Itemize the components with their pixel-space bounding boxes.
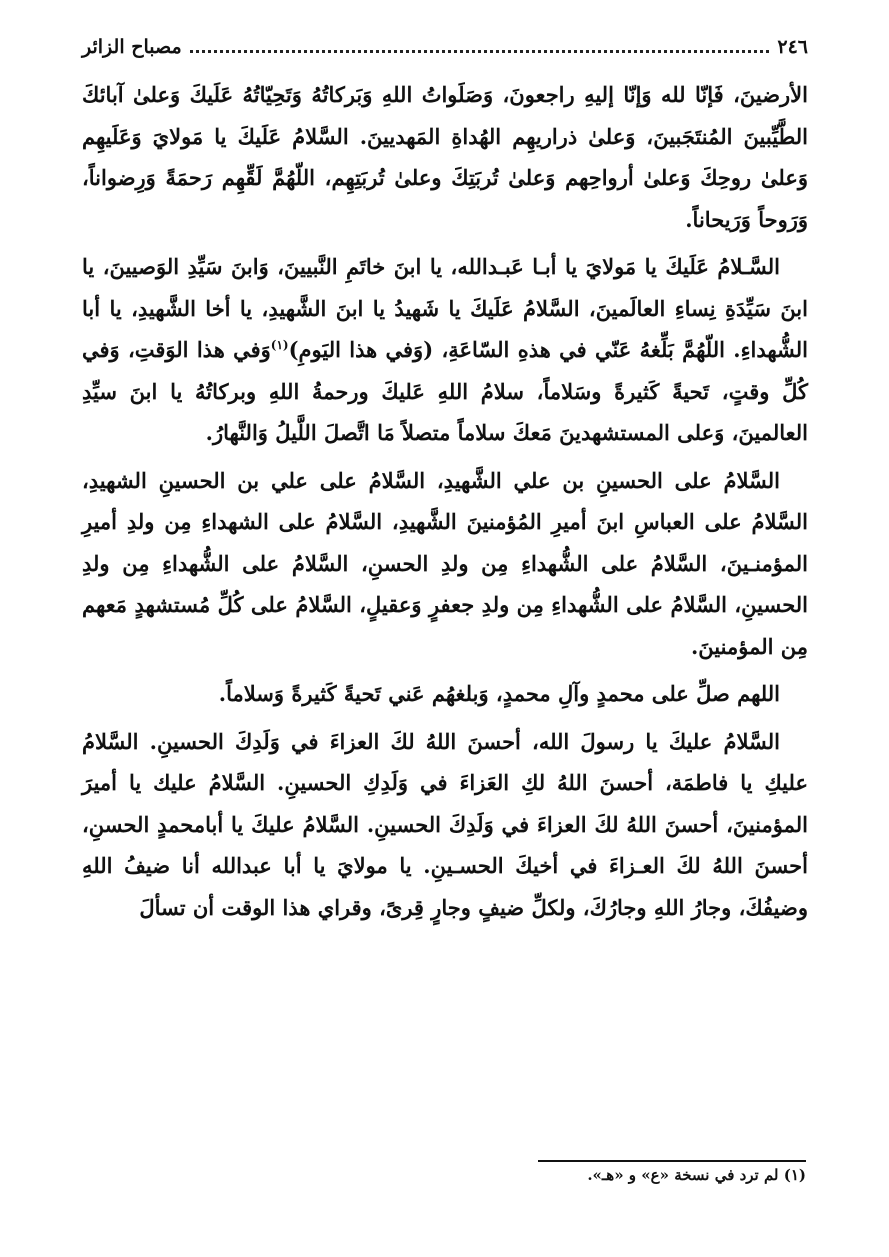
paragraph: السَّلامُ على الحسينِ بن علي الشَّهيدِ، السَّلامُ على علي بن الحسينِ الشهيدِ، السَّلامُ على العباسِ ابنَ أميرِ المُؤمنينَ الشَّهيدِ، السَّلامُ على الشهداءِ مِن ولدِ أميرِ المؤمنـينَ، السَّلامُ على الشُّهداءِ مِن ولدِ الحسنِ، السَّلامُ على الشُّهداءِ مِن ولدِ الحسينِ، السَّلامُ على الشُّهداءِ مِن ولدِ جعفرٍ وَعقيلٍ، السَّلامُ على كُلِّ مُستشهدٍ مَعهم مِن المؤمنينَ. bbox=[82, 467, 808, 659]
footnote-marker: (١) bbox=[270, 338, 289, 352]
page-number: ٢٤٦ bbox=[777, 36, 808, 58]
paragraph bbox=[82, 246, 808, 454]
paragraph: اللهم صلِّ على محمدٍ وآلِ محمدٍ، وَبلغهُم عَني تَحيةً كَثيرةً وَسلاماً. bbox=[218, 681, 780, 706]
paragraph: السَّلامُ عليكَ يا رسولَ الله، أحسنَ اللهُ لكَ العزاءَ في وَلَدِكَ الحسينِ. السَّلامُ عليكِ يا فاطمَة، أحسنَ اللهُ لكِ العَزاءَ في وَلَدِكِ الحسينِ. السَّلامُ عليك يا أميرَ المؤمنينَ، أحسنَ اللهُ لكَ العزاءَ في وَلَدِكَ الحسينِ. السَّلامُ عليكَ يا أبامحمدٍ الحسنِ، أحسنَ اللهُ لكَ العـزاءَ في أخيكَ الحسـينِ. يا مولايَ يا أبا عبدالله أنا ضيفُ اللهِ وضيفُكَ، وجارُ اللهِ وجارُكَ، ولكلِّ ضيفٍ وجارٍ قِرىً، وقراي هذا الوقت أن تسألَ bbox=[82, 728, 808, 920]
leader-dots bbox=[190, 50, 770, 53]
paragraph-text: وَفي هذا الوَقتِ، وَفي كُلِّ وقتٍ، تَحيةً كَثيرةً وسَلاماً، سلامُ اللهِ عَليكَ ورحمةُ اللهِ وبركاتُهُ يا ابنَ سيِّدِ العالمينَ، وَعلى المستشهدينَ مَعكَ سلاماً متصلاً مَا اتَّصلَ اللَّيلُ وَالنَّهارُ. bbox=[82, 337, 808, 445]
footnote-divider bbox=[538, 1160, 806, 1162]
paragraph: الأرضينَ، فَإنّا لله وَإنّا إليهِ راجعونَ، وَصَلَواتُ اللهِ وَبَركاتُهُ وَتَحِيّاتُهُ عَلَيكَ وَعلىٰ آبائكَ الطَّيِّبينَ المُنتَجَبينَ، وَعلىٰ ذراريهِم الهُداةِ المَهديينَ. السَّلامُ عَلَيكَ يا مَولايَ وَعَلَيهِم وَعلىٰ روحِكَ وَعلىٰ أرواحِهم وَعلىٰ تُربَتِكَ وعلىٰ تُربَتِهِم، اللّهُمَّ لَقِّهِم رَحمَةً وَرِضواناً، وَرَوحاً وَرَيحاناً. bbox=[82, 82, 808, 232]
book-title: مصباح الزائر bbox=[82, 36, 182, 58]
main-text bbox=[82, 74, 808, 934]
paragraph-text: السَّـلامُ عَلَيكَ يا مَولايَ يا أبـا عَبـدالله، يا ابنَ خاتَمِ النَّبيينَ، وَابنَ سَيِّدِ الوَصيينَ، يا ابنَ سَيِّدَةِ نِساءِ العالَمينَ، السَّلامُ عَلَيكَ يا شَهيدُ يا ابنَ الشَّهيدِ، يا أخا الشَّهيدِ، يا أبا الشُّهداءِ. اللّهُمَّ بَلِّغهُ عَنّي في هذهِ السّاعَةِ، (وَفي هذا اليَومِ) bbox=[82, 254, 808, 362]
running-header bbox=[82, 32, 808, 62]
footnote: (١) لم ترد في نسخة «ع» و «هـ». bbox=[587, 1166, 806, 1184]
